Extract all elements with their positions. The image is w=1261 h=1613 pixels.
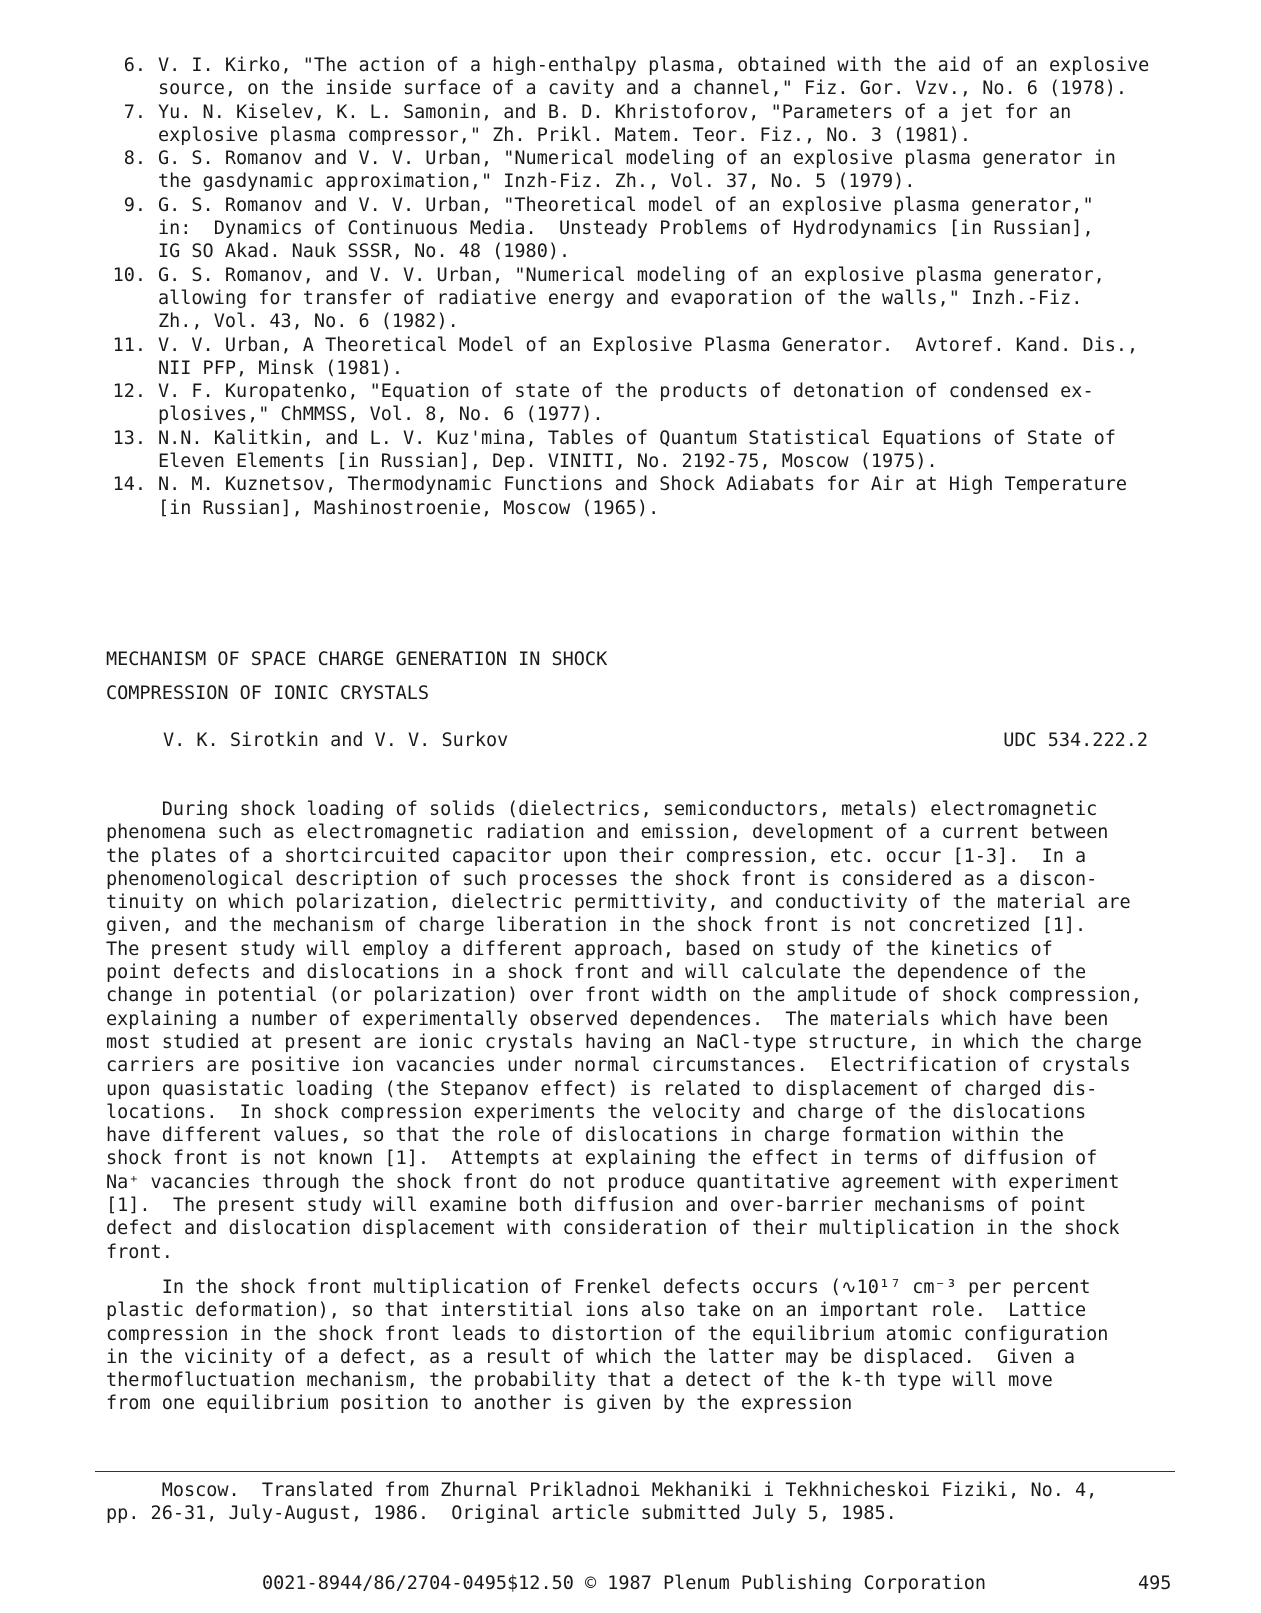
reference-text — [158, 334, 1218, 381]
reference-text — [158, 101, 1218, 148]
reference-line: N. M. Kuznetsov, Thermodynamic Functions and Shock Adiabats for Air at High Temperature — [158, 474, 1128, 496]
reference-item — [108, 334, 1218, 381]
article-title — [106, 643, 607, 711]
reference-item — [108, 54, 1218, 101]
reference-line: plosives," ChMMSS, Vol. 8, No. 6 (1977). — [158, 404, 604, 426]
reference-line: Zh., Vol. 43, No. 6 (1982). — [158, 311, 459, 333]
paragraph-line: most studied at present are ionic crystals having an NaCl-type structure, in which the charge — [106, 1031, 1142, 1053]
reference-item — [108, 473, 1218, 520]
paragraph-line: tinuity on which polarization, dielectric permittivity, and conductivity of the material are — [106, 892, 1131, 914]
reference-text — [158, 473, 1218, 520]
paragraph-line: locations. In shock compression experiments the velocity and charge of the dislocations — [106, 1101, 1087, 1123]
reference-number: 8. — [123, 148, 146, 170]
paragraph-line: [1]. The present study will examine both diffusion and over-barrier mechanisms of point — [106, 1195, 1087, 1217]
reference-line: N.N. Kalitkin, and L. V. Kuz'mina, Tables of Quantum Statistical Equations of State of — [158, 427, 1116, 449]
article-title-line: MECHANISM OF SPACE CHARGE GENERATION IN SHOCK — [106, 649, 608, 670]
paragraph-line: defect and dislocation displacement with consideration of their multiplication in the shock — [106, 1218, 1120, 1240]
reference-line: G. S. Romanov, and V. V. Urban, "Numerical modeling of an explosive plasma generator, — [158, 264, 1105, 286]
footnote-divider — [95, 1471, 1175, 1472]
reference-text — [158, 264, 1218, 334]
paragraph-line: During shock loading of solids (dielectrics, semiconductors, metals) electromagnetic — [106, 799, 1098, 820]
reference-line: G. S. Romanov and V. V. Urban, "Numerical modeling of an explosive plasma generator in — [158, 148, 1116, 170]
paragraph-line: Na⁺ vacancies through the shock front do not produce quantitative agreement with experiment — [106, 1171, 1120, 1193]
reference-text — [158, 194, 1218, 264]
paragraph-line: change in potential (or polarization) over front width on the amplitude of shock compression, — [106, 985, 1142, 1007]
paragraph-line: the plates of a shortcircuited capacitor upon their compression, etc. occur [1-3]. In a — [106, 845, 1087, 867]
reference-item — [108, 427, 1218, 474]
paragraph-line: explaining a number of experimentally observed dependences. The materials which have been — [106, 1008, 1109, 1030]
paragraph-line: have different values, so that the role of dislocations in charge formation within the — [106, 1125, 1064, 1147]
reference-line: source, on the inside surface of a cavity and a channel," Fiz. Gor. Vzv., No. 6 (1978). — [158, 78, 1128, 100]
reference-line: NII PFP, Minsk (1981). — [158, 357, 404, 379]
paragraph-line: In the shock front multiplication of Frenkel defects occurs (∿10¹⁷ cm⁻³ per percent — [106, 1276, 1091, 1298]
reference-text — [158, 147, 1218, 194]
reference-number: 14. — [112, 474, 146, 496]
reference-list — [108, 54, 1218, 520]
reference-line: [in Russian], Mashinostroenie, Moscow (1965). — [158, 497, 660, 519]
reference-item — [108, 380, 1218, 427]
copyright-code: 0021-8944/86/2704-0495$12.50 © 1987 Plenum Publishing Corporation — [262, 1573, 986, 1594]
footnote-line: pp. 26-31, July-August, 1986. Original article submitted July 5, 1985. — [106, 1503, 897, 1525]
reference-number: 10. — [112, 264, 146, 286]
reference-text — [158, 54, 1218, 101]
reference-text — [158, 380, 1218, 427]
reference-text — [158, 427, 1218, 474]
udc-code: UDC 534.222.2 — [1003, 730, 1148, 751]
paragraph-line: phenomena such as electromagnetic radiation and emission, development of a current between — [106, 822, 1109, 844]
paragraph-line: The present study will employ a different approach, based on study of the kinetics of — [106, 938, 1053, 960]
paragraph-line: thermofluctuation mechanism, the probability that a detect of the k-th type will move — [106, 1370, 1053, 1392]
reference-line: V. F. Kuropatenko, "Equation of state of the products of detonation of condensed ex- — [158, 381, 1094, 403]
reference-line: the gasdynamic approximation," Inzh-Fiz. Zh., Vol. 37, No. 5 (1979). — [158, 171, 916, 193]
reference-number: 9. — [123, 194, 146, 216]
reference-line: V. V. Urban, A Theoretical Model of an Explosive Plasma Generator. Avtoref. Kand. Dis., — [158, 334, 1139, 356]
paragraph-line: carriers are positive ion vacancies under normal circumstances. Electrification of crystals — [106, 1055, 1131, 1077]
reference-line: explosive plasma compressor," Zh. Prikl. Matem. Teor. Fiz., No. 3 (1981). — [158, 124, 972, 146]
reference-item — [108, 194, 1218, 264]
reference-number: 13. — [112, 427, 146, 449]
reference-item — [108, 101, 1218, 148]
reference-number: 12. — [112, 381, 146, 403]
paragraph-line: given, and the mechanism of charge liberation in the shock front is not concretized [1]. — [106, 915, 1087, 937]
reference-number: 7. — [123, 101, 146, 123]
paragraph-line: plastic deformation), so that interstitial ions also take on an important role. Lattice — [106, 1300, 1087, 1322]
footnote — [106, 1479, 1097, 1526]
reference-line: IG SO Akad. Nauk SSSR, No. 48 (1980). — [158, 241, 571, 263]
article-title-line: COMPRESSION OF IONIC CRYSTALS — [106, 683, 430, 704]
paragraph-line: point defects and dislocations in a shock front and will calculate the dependence of the — [106, 962, 1087, 984]
article-body — [106, 798, 1216, 1428]
reference-line: in: Dynamics of Continuous Media. Unsteady Problems of Hydrodynamics [in Russian], — [158, 218, 1094, 240]
reference-line: allowing for transfer of radiative energy and evaporation of the walls," Inzh.-Fiz. — [158, 287, 1083, 309]
body-paragraph — [106, 798, 1216, 1264]
paragraph-line: phenomenological description of such processes the shock front is considered as a discon- — [106, 868, 1098, 890]
paragraph-line: in the vicinity of a defect, as a result of which the latter may be displaced. Given a — [106, 1346, 1076, 1368]
reference-line: G. S. Romanov and V. V. Urban, "Theoretical model of an explosive plasma generator," — [158, 194, 1094, 216]
reference-item — [108, 264, 1218, 334]
paragraph-line: from one equilibrium position to another is given by the expression — [106, 1393, 853, 1415]
reference-number: 6. — [123, 55, 146, 76]
page-number: 495 — [1138, 1573, 1172, 1594]
paragraph-line: upon quasistatic loading (the Stepanov effect) is related to displacement of charged dis- — [106, 1078, 1098, 1100]
article-authors: V. K. Sirotkin and V. V. Surkov — [163, 730, 509, 751]
paragraph-line: front. — [106, 1241, 173, 1263]
paragraph-line: shock front is not known [1]. Attempts at explaining the effect in terms of diffusion of — [106, 1148, 1098, 1170]
reference-line: Yu. N. Kiselev, K. L. Samonin, and B. D. Khristoforov, "Parameters of a jet for an — [158, 101, 1072, 123]
paragraph-line: compression in the shock front leads to distortion of the equilibrium atomic configuration — [106, 1323, 1109, 1345]
reference-line: V. I. Kirko, "The action of a high-enthalpy plasma, obtained with the aid of an explosive — [158, 55, 1150, 76]
reference-number: 11. — [112, 334, 146, 356]
reference-item — [108, 147, 1218, 194]
reference-line: Eleven Elements [in Russian], Dep. VINITI, No. 2192-75, Moscow (1975). — [158, 451, 938, 473]
body-paragraph — [106, 1276, 1216, 1416]
footnote-line: Moscow. Translated from Zhurnal Prikladnoi Mekhaniki i Tekhnicheskoi Fiziki, No. 4, — [106, 1480, 1098, 1501]
